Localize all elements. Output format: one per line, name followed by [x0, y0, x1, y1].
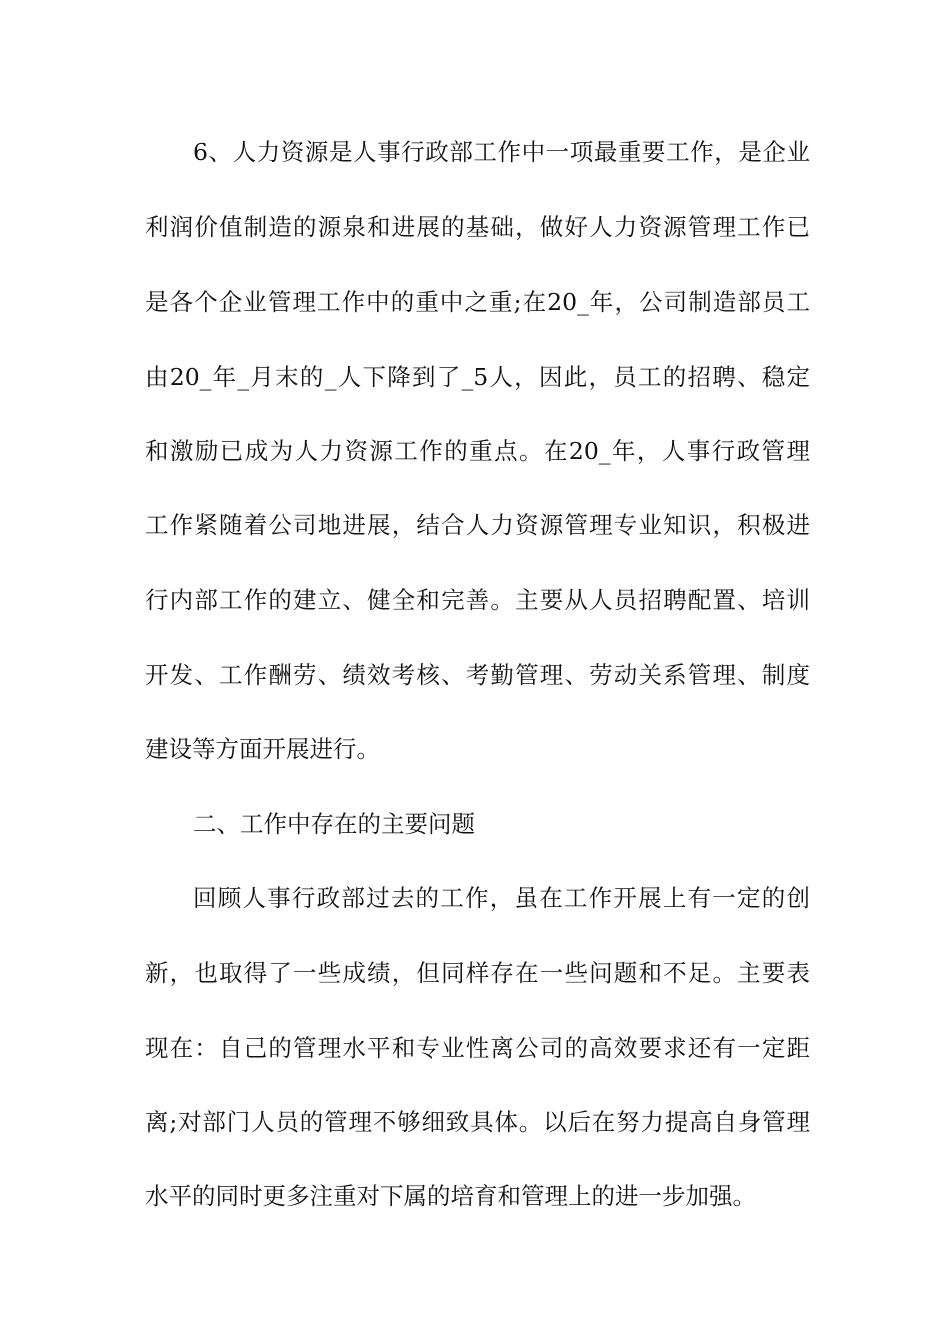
paragraph-1-line-7: 行内部工作的建立、健全和完善。主要从人员招聘配置、培训 — [145, 586, 810, 614]
paragraph-2-line-3: 现在：自己的管理水平和专业性离公司的高效要求还有一定距 — [145, 1034, 810, 1062]
paragraph-1-line-3: 是各个企业管理工作中的重中之重;在20_年，公司制造部员工 — [145, 288, 810, 316]
paragraph-2-line-4: 离;对部门人员的管理不够细致具体。以后在努力提高自身管理 — [145, 1108, 810, 1136]
paragraph-1-line-2: 利润价值制造的源泉和进展的基础，做好人力资源管理工作已 — [145, 213, 810, 241]
paragraph-1-line-4: 由20_年_月末的_人下降到了_5人，因此，员工的招聘、稳定 — [145, 363, 810, 391]
paragraph-1-line-8: 开发、工作酬劳、绩效考核、考勤管理、劳动关系管理、制度 — [145, 661, 810, 689]
paragraph-1-line-6: 工作紧随着公司地进展，结合人力资源管理专业知识，积极进 — [145, 511, 810, 539]
paragraph-1-line-1: 6、人力资源是人事行政部工作中一项最重要工作，是企业 — [193, 138, 810, 166]
section-heading: 二、工作中存在的主要问题 — [193, 810, 475, 838]
paragraph-2-line-5: 水平的同时更多注重对下属的培育和管理上的进一步加强。 — [145, 1182, 756, 1210]
paragraph-1-line-5: 和激励已成为人力资源工作的重点。在20_年，人事行政管理 — [145, 437, 810, 465]
paragraph-1-line-9: 建设等方面开展进行。 — [145, 735, 380, 763]
paragraph-2-line-1: 回顾人事行政部过去的工作，虽在工作开展上有一定的创 — [193, 884, 810, 912]
paragraph-2-line-2: 新，也取得了一些成绩，但同样存在一些问题和不足。主要表 — [145, 959, 810, 987]
